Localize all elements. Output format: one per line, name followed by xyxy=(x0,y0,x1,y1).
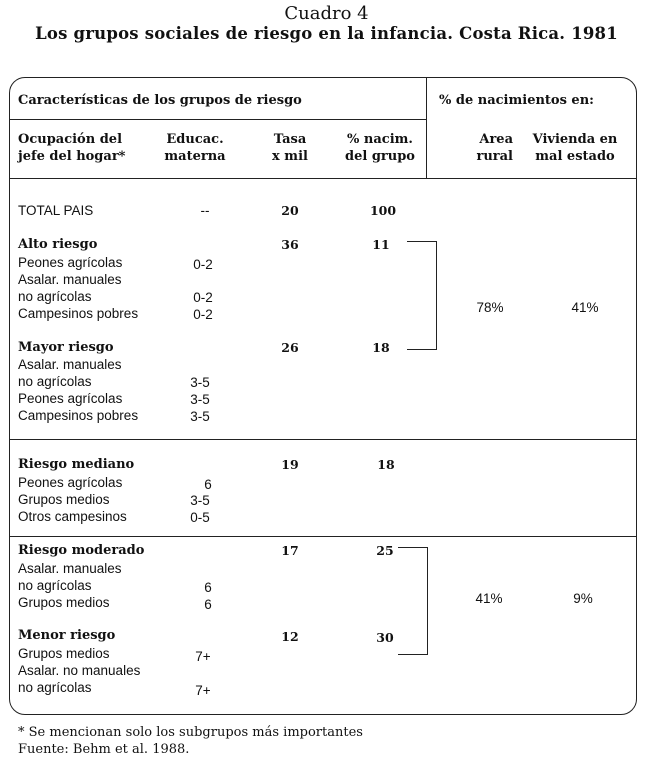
moderado-pct: 25 xyxy=(376,543,394,558)
group-title-mayor: Mayor riesgo xyxy=(18,340,114,355)
group-title-alto: Alto riesgo xyxy=(18,237,98,252)
header-rural: Area rural xyxy=(476,132,513,164)
total-rate: 20 xyxy=(281,203,299,218)
alto-rate: 36 xyxy=(281,237,299,252)
group-title-menor: Menor riesgo xyxy=(18,628,116,643)
source-note: Fuente: Behm et al. 1988. xyxy=(18,742,190,757)
table-row-label: Asalar. manuales xyxy=(18,561,122,576)
group-title-moderado: Riesgo moderado xyxy=(18,543,145,558)
mediano-pct: 18 xyxy=(377,457,395,472)
table-row-label: Asalar. manuales xyxy=(18,357,122,372)
table-row-label: no agrícolas xyxy=(18,289,92,304)
table-row-educ: 6 xyxy=(204,477,212,492)
table-row-educ: 0-5 xyxy=(190,510,210,525)
bracket-section-1 xyxy=(407,241,437,350)
table-row-educ: 7+ xyxy=(195,683,211,698)
section-rule-2 xyxy=(10,536,636,537)
table-caption: Cuadro 4 xyxy=(284,3,369,24)
section3-rural: 41% xyxy=(475,591,503,606)
table-row-educ: 3-5 xyxy=(190,375,210,390)
alto-pct: 11 xyxy=(372,237,390,252)
header-pct-births: % de nacimientos en: xyxy=(439,93,594,108)
section3-housing: 9% xyxy=(573,591,593,606)
table-row-educ: 3-5 xyxy=(190,409,210,424)
table-row-educ: 0-2 xyxy=(193,307,213,322)
table-row-educ: 0-2 xyxy=(193,290,213,305)
table-row-label: Peones agrícolas xyxy=(18,255,123,270)
header-housing: Vivienda en mal estado xyxy=(532,132,618,164)
table-row-label: Grupos medios xyxy=(18,492,110,507)
header-pct-group: % nacim. del grupo xyxy=(345,132,415,164)
header-rate: Tasa x mil xyxy=(272,132,308,164)
section1-rural: 78% xyxy=(476,300,504,315)
section1-housing: 41% xyxy=(571,300,599,315)
table-row-label: Campesinos pobres xyxy=(18,306,139,321)
section-rule-1 xyxy=(10,439,636,440)
table-row-educ: 3-5 xyxy=(190,493,210,508)
moderado-rate: 17 xyxy=(281,543,299,558)
total-educ: -- xyxy=(200,203,210,218)
table-row-educ: 0-2 xyxy=(193,257,213,272)
table-row-educ: 7+ xyxy=(195,649,211,664)
table-row-label: Peones agrícolas xyxy=(18,475,123,490)
header-education: Educac. materna xyxy=(164,132,226,164)
header-bottom-rule xyxy=(10,178,636,179)
menor-rate: 12 xyxy=(281,629,299,644)
table-row-educ: 6 xyxy=(204,580,212,595)
table-row-label: no agrícolas xyxy=(18,680,92,695)
table-row-label: Grupos medios xyxy=(18,646,110,661)
table-row-label: Campesinos pobres xyxy=(18,408,139,423)
table-row-label: Asalar. no manuales xyxy=(18,663,141,678)
table-row-educ: 6 xyxy=(204,597,212,612)
table-row-label: no agrícolas xyxy=(18,374,92,389)
total-label: TOTAL PAIS xyxy=(18,203,94,218)
table-row-label: no agrícolas xyxy=(18,578,92,593)
header-occupation: Ocupación del jefe del hogar* xyxy=(18,132,126,164)
table-row-label: Asalar. manuales xyxy=(18,272,122,287)
mayor-rate: 26 xyxy=(281,340,299,355)
header-rule-left xyxy=(10,119,426,120)
mediano-rate: 19 xyxy=(281,457,299,472)
table-row-label: Otros campesinos xyxy=(18,509,127,524)
table-title: Los grupos sociales de riesgo en la infancia. Costa Rica. 1981 xyxy=(35,24,618,43)
table-row-educ: 3-5 xyxy=(190,392,210,407)
menor-pct: 30 xyxy=(376,630,394,645)
header-group-characteristics: Características de los grupos de riesgo xyxy=(18,93,302,108)
footnote: * Se mencionan solo los subgrupos más importantes xyxy=(18,725,363,740)
total-pct: 100 xyxy=(369,203,397,218)
mayor-pct: 18 xyxy=(372,340,390,355)
header-divider xyxy=(426,78,427,178)
table-row-label: Grupos medios xyxy=(18,595,110,610)
group-title-mediano: Riesgo mediano xyxy=(18,457,135,472)
table-row-label: Peones agrícolas xyxy=(18,391,123,406)
